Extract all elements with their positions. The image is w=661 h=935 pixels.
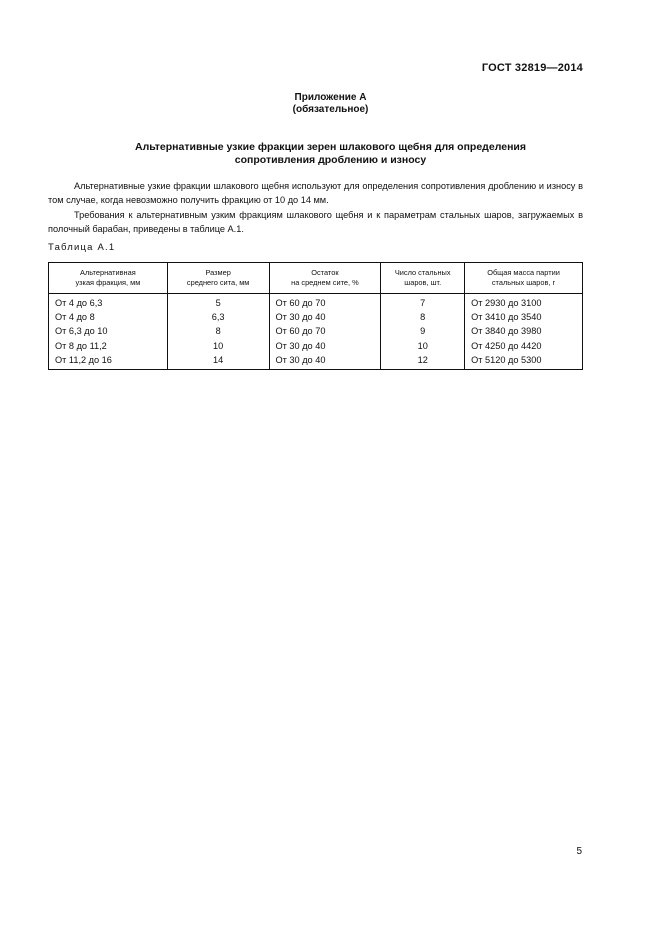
- cell-ball-count: 7: [381, 294, 465, 311]
- cell-ball-count: 12: [381, 353, 465, 370]
- cell-sieve-size: 5: [167, 294, 269, 311]
- header-fraction: Альтернативная узкая фракция, мм: [49, 263, 168, 294]
- cell-residue: От 60 до 70: [269, 324, 381, 338]
- section-title: [80, 141, 581, 167]
- document-id: ГОСТ 32819—2014: [481, 62, 583, 74]
- cell-fraction: От 4 до 8: [55, 312, 95, 323]
- paragraph-2: Требования к альтернативным узким фракциям шлакового щебня и к параметрам стальных шаров, загружаемых в полочный барабан, приведены в таблице А.1.: [48, 210, 583, 234]
- cell-ball-mass: От 3840 до 3980: [465, 324, 583, 338]
- cell-sieve-size: 10: [167, 339, 269, 353]
- table-header-row: [49, 263, 583, 294]
- appendix-heading: [0, 92, 661, 116]
- cell-ball-mass: От 3410 до 3540: [465, 310, 583, 324]
- table-row: [49, 294, 583, 311]
- header-ball-mass: Общая масса партии стальных шаров, г: [465, 263, 583, 294]
- table-row: [49, 339, 583, 353]
- section-title-line-2: сопротивления дроблению и износу: [234, 154, 427, 166]
- header-residue: Остаток на среднем сите, %: [269, 263, 381, 294]
- cell-fraction: От 8 до 11,2: [55, 340, 107, 351]
- cell-residue: От 30 до 40: [269, 310, 381, 324]
- cell-residue: От 30 до 40: [269, 353, 381, 370]
- cell-ball-mass: От 2930 до 3100: [465, 294, 583, 311]
- header-ball-count: Число стальных шаров, шт.: [381, 263, 465, 294]
- cell-ball-mass: От 5120 до 5300: [465, 353, 583, 370]
- cell-ball-count: 10: [381, 339, 465, 353]
- page-number: 5: [576, 846, 582, 857]
- cell-fraction: От 4 до 6,3: [55, 298, 103, 309]
- cell-ball-count: 9: [381, 324, 465, 338]
- table-row: [49, 324, 583, 338]
- paragraph-1: Альтернативные узкие фракции шлакового щебня используют для определения сопротивления дроблению и износу в том случае, когда невозможно получить фракцию от 10 до 14 мм.: [48, 181, 583, 205]
- cell-fraction: От 11,2 до 16: [55, 354, 112, 365]
- table-row: [49, 310, 583, 324]
- body-text: [48, 180, 583, 236]
- cell-ball-count: 8: [381, 310, 465, 324]
- table-row: [49, 353, 583, 370]
- table-caption: Таблица А.1: [48, 242, 116, 253]
- cell-sieve-size: 14: [167, 353, 269, 370]
- cell-fraction: От 6,3 до 10: [55, 326, 108, 337]
- appendix-status: (обязательное): [292, 104, 369, 115]
- section-title-line-1: Альтернативные узкие фракции зерен шлакового щебня для определения: [135, 141, 526, 153]
- cell-ball-mass: От 4250 до 4420: [465, 339, 583, 353]
- header-sieve-size: Размер среднего сита, мм: [167, 263, 269, 294]
- cell-residue: От 30 до 40: [269, 339, 381, 353]
- cell-residue: От 60 до 70: [269, 294, 381, 311]
- appendix-title: Приложение А: [294, 92, 367, 103]
- fractions-table: [48, 262, 583, 370]
- cell-sieve-size: 8: [167, 324, 269, 338]
- cell-sieve-size: 6,3: [167, 310, 269, 324]
